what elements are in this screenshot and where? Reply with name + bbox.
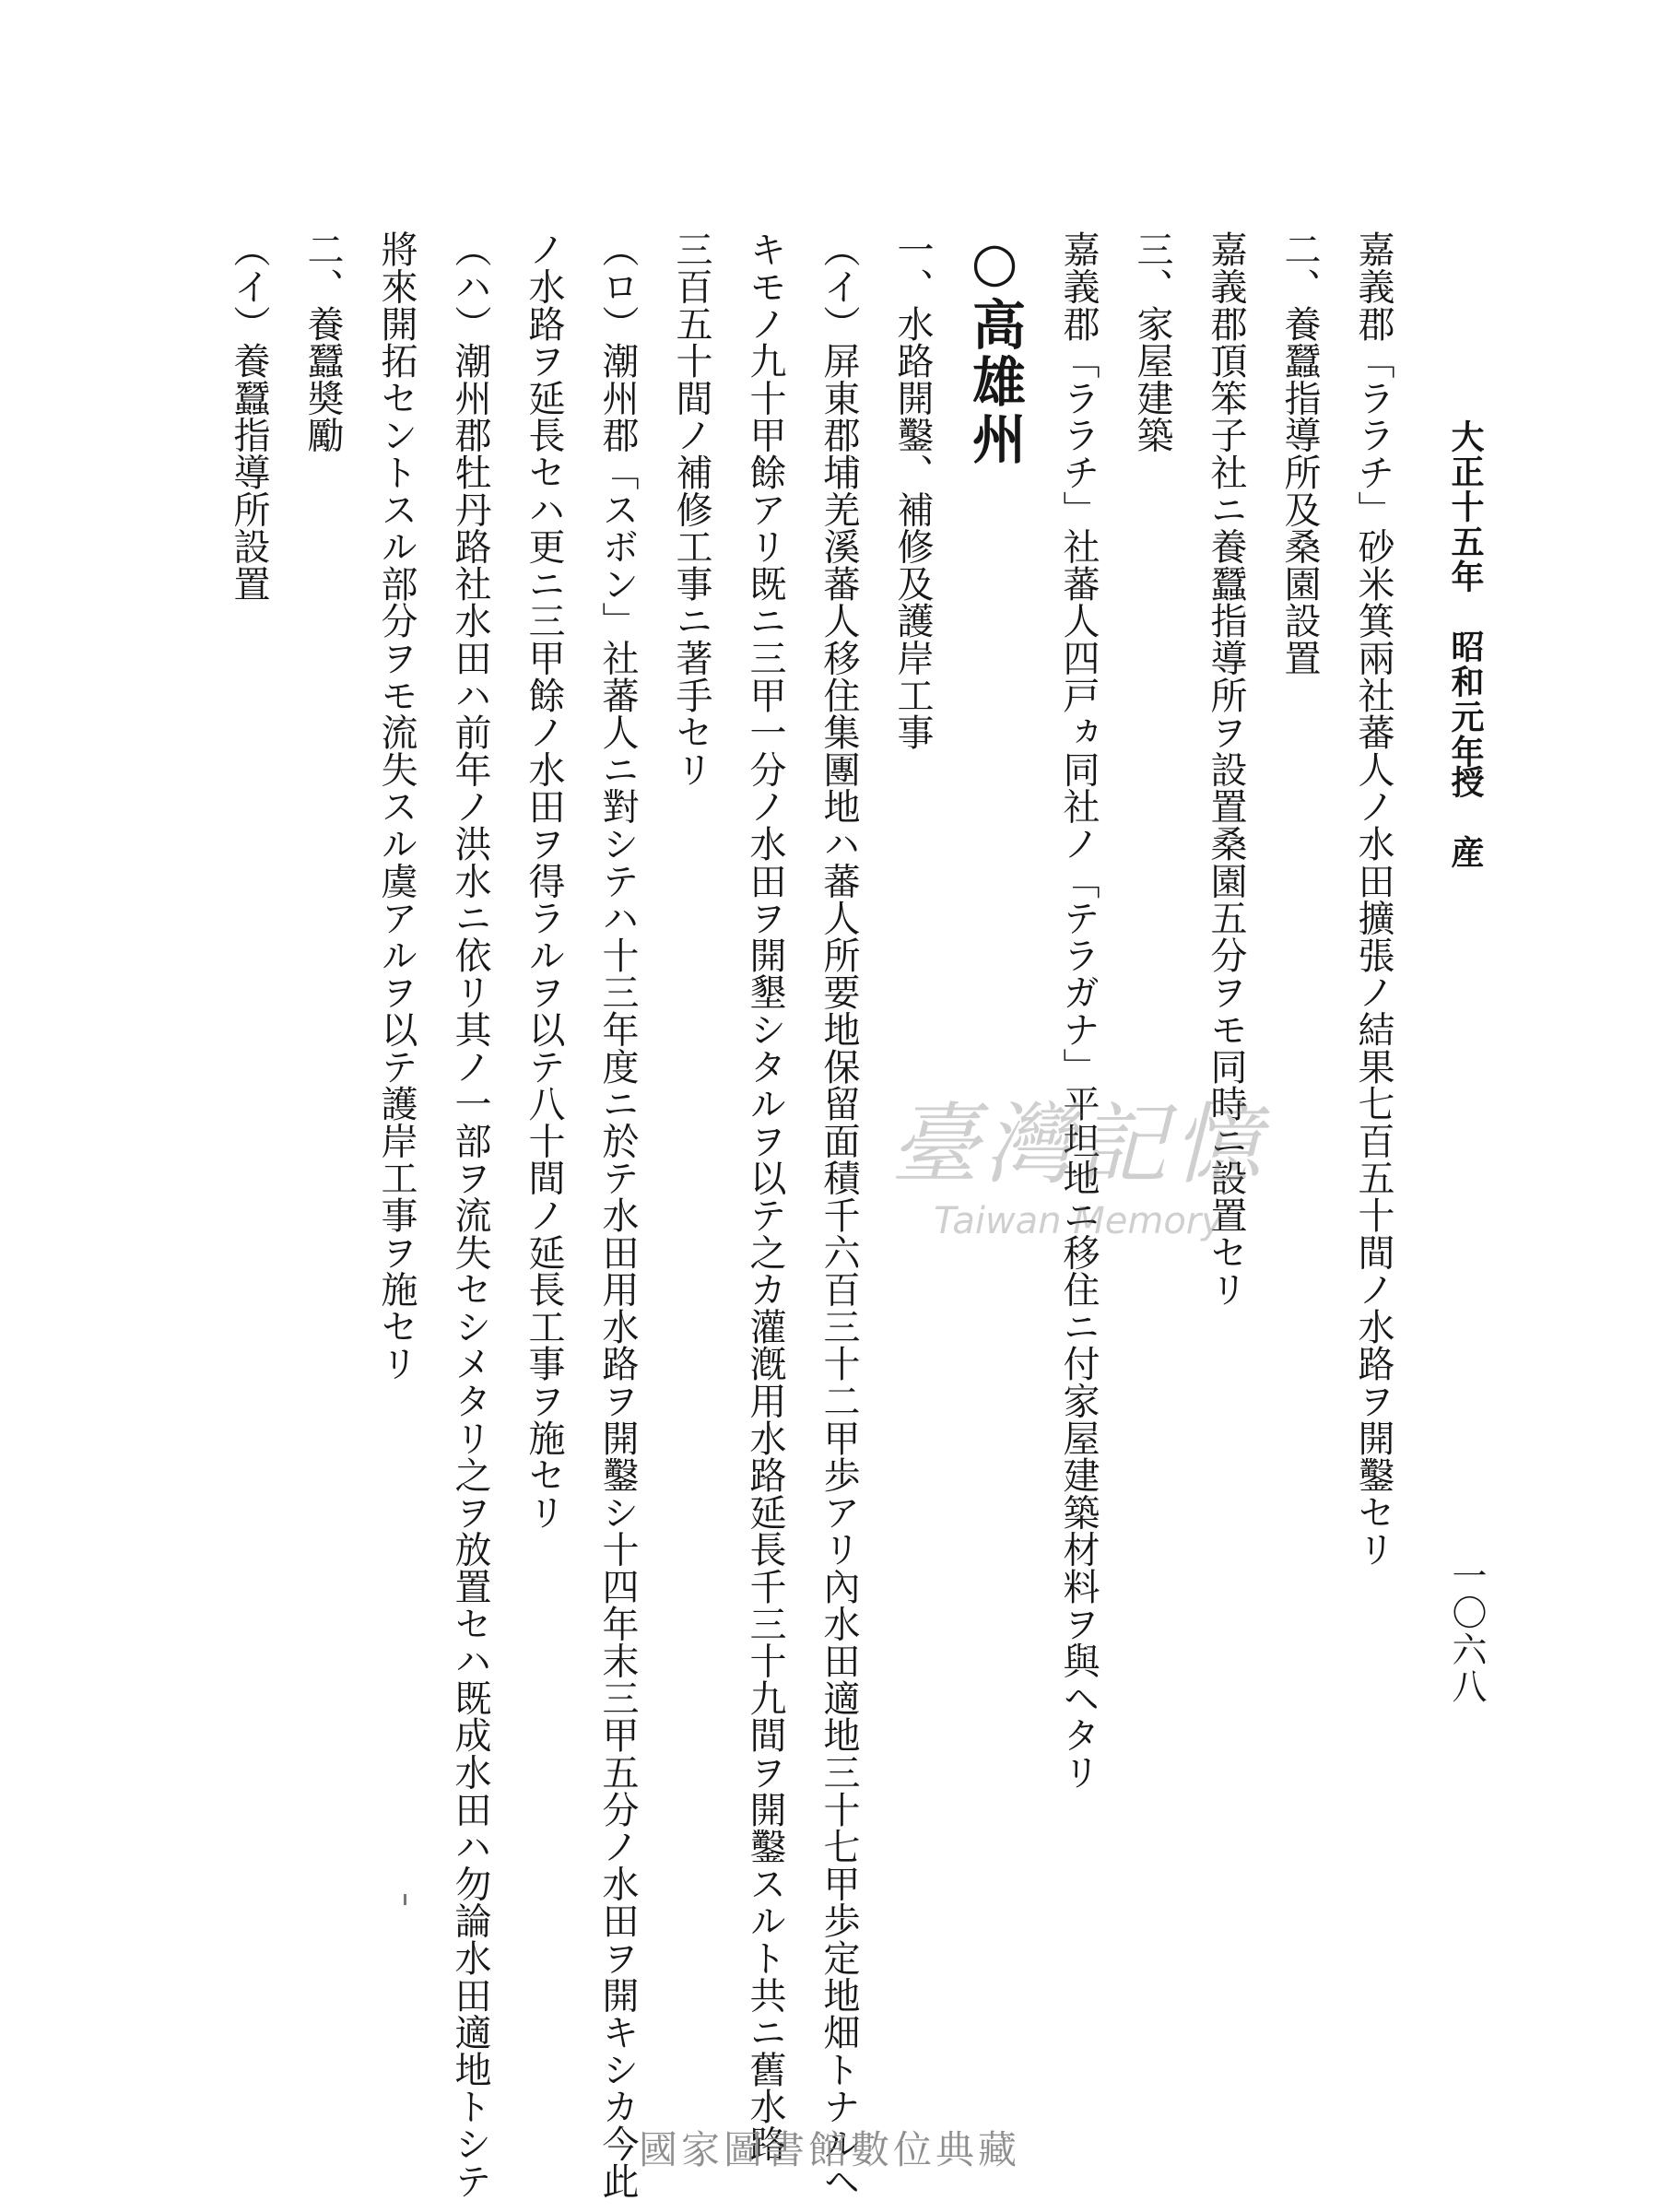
watermark-en: Taiwan Memory <box>934 1199 1223 1242</box>
watermark-logo <box>857 1093 1300 1309</box>
text-line: 三百五十間ノ補修工事ニ著手セリ <box>670 230 712 788</box>
text-line: 嘉義郡頂笨子社ニ養蠶指導所ヲ設置桑園五分ヲモ同時ニ設置セリ <box>1205 230 1247 1308</box>
scan-speck <box>404 1894 406 1905</box>
text-line: 嘉義郡「ララチ」砂米箕兩社蕃人ノ水田擴張ノ結果七百五十間ノ水路ヲ開鑿セリ <box>1352 230 1394 1568</box>
text-line: （ロ）潮州郡「スボン」社蕃人ニ對シテハ十三年度ニ於テ水田用水路ヲ開鑿シ十四年末三甲五分ノ水田ヲ開キシカ今此 <box>596 230 639 2199</box>
page-number: 一〇六八 <box>1446 1558 1487 1705</box>
footer-credit: 國家圖書館數位典藏 <box>638 2127 1020 2172</box>
text-line: 將來開拓セントスル部分ヲモ流失スル虞アルヲ以テ護岸工事ヲ施セリ <box>375 230 418 1382</box>
text-line: （イ）養蠶指導所設置 <box>228 230 270 602</box>
section-heading-kaohsiung: ○高雄州 <box>963 230 1026 468</box>
item-heading: 一、水路開鑿、補修及護岸工事 <box>891 230 934 751</box>
watermark-cn: 臺灣記憶 <box>890 1093 1266 1196</box>
header-era: 大正十五年 昭和元年 <box>1446 419 1485 770</box>
text-line: ノ水路ヲ延長セハ更ニ三甲餘ノ水田ヲ得ラルヲ以テ八十間ノ延長工事ヲ施セリ <box>523 230 565 1531</box>
text-line: 嘉義郡「ララチ」社蕃人四戸ヵ同社ノ「テラガナ」平坦地ニ移住ニ付家屋建築材料ヲ與ヘタリ <box>1057 230 1100 1791</box>
header-chapter: 授 産 <box>1446 765 1485 870</box>
text-line: キモノ九十甲餘アリ既ニ三甲一分ノ水田ヲ開墾シタルヲ以テ之カ灌漑用水路延長千三十九間ヲ開鑿スルト共ニ舊水路 <box>744 230 786 2162</box>
item-heading: 三、家屋建築 <box>1131 230 1173 453</box>
text-line: （イ）屏東郡埔羌溪蕃人移住集團地ハ蕃人所要地保留面積千六百三十二甲歩アリ內水田適地三十七甲歩定地畑トナルヘ <box>818 230 860 2199</box>
item-heading: 二、養蠶指導所及桑園設置 <box>1278 230 1321 677</box>
text-line: （ハ）潮州郡牡丹路社水田ハ前年ノ洪水ニ依リ其ノ一部ヲ流失セシメタリ之ヲ放置セハ既成水田ハ勿論水田適地トシテ <box>449 230 491 2199</box>
item-heading: 二、養蠶奬勵 <box>301 230 344 453</box>
